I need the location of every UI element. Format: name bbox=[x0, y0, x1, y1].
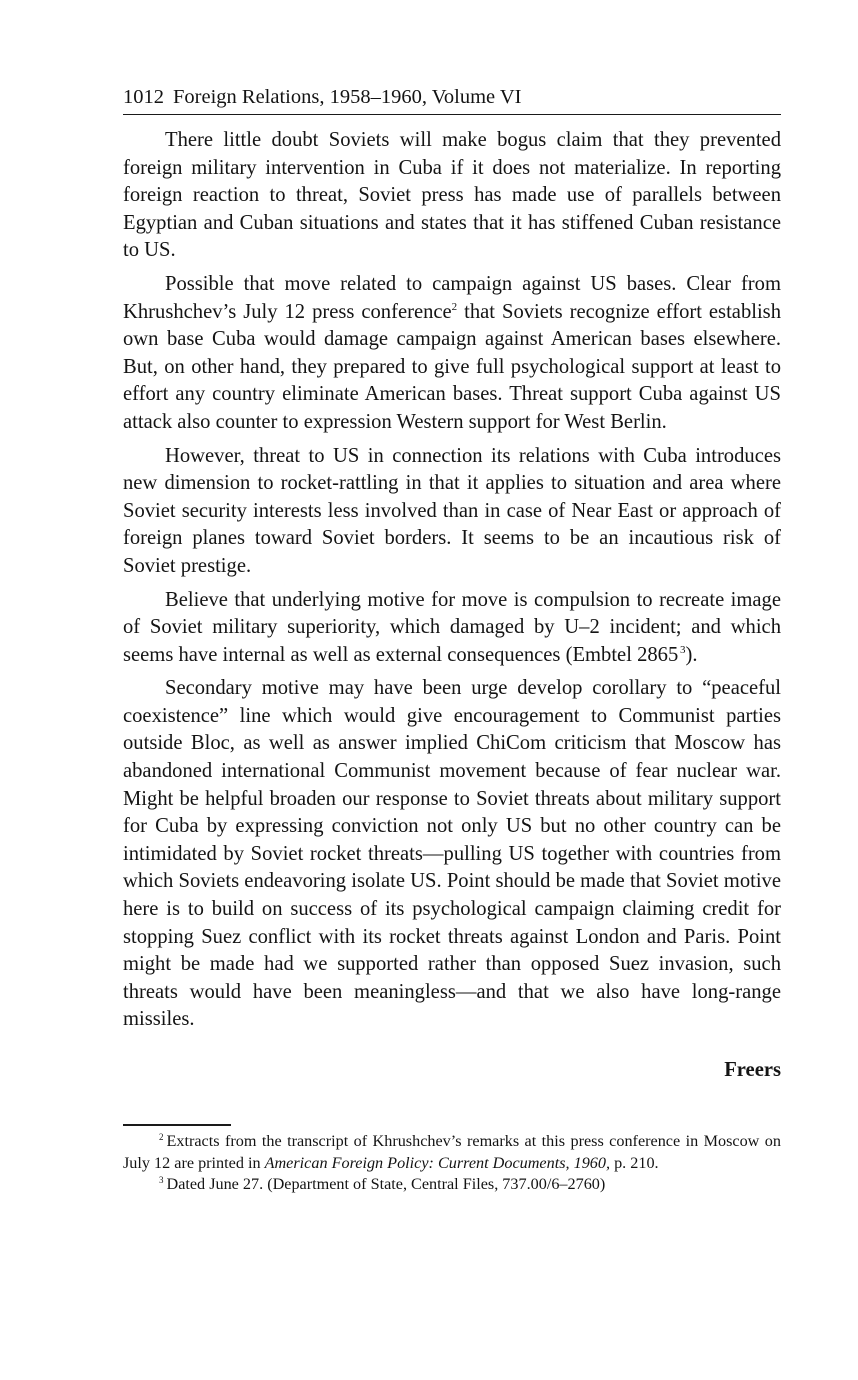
paragraph-3: However, threat to US in connection its relations with Cuba introduces new dimension to rocket-rattling in that it applies to situation and area where Soviet security interests less involved than in case of Near East or approach of foreign planes toward Soviet borders. It seems to be an incautious risk of Soviet prestige. bbox=[123, 444, 781, 577]
footnotes bbox=[123, 1131, 781, 1196]
running-header bbox=[123, 82, 781, 115]
signature: Freers bbox=[724, 1059, 781, 1081]
footnote-3-number: 3 bbox=[159, 1175, 164, 1185]
paragraph-4 bbox=[123, 587, 781, 670]
paragraph-2-text-a: Possible that move related to campaign against US bases. Clear from Khrushchev’s July 12 press conference bbox=[123, 272, 781, 323]
footnote-2-text-b: p. 210. bbox=[610, 1153, 659, 1172]
paragraph-5: Secondary motive may have been urge develop corollary to “peaceful coexistence” line which would give encouragement to Communist parties outside Bloc, as well as answer implied ChiCom criticism that Moscow has abandoned international Communist movement because of fear nuclear war. Might be helpful broaden our response to Soviet threats about military support for Cuba by expressing conviction not only US but no other country can be intimidated by Soviet rocket threats—pulling US together with countries from which Soviets endeavoring isolate US. Point should be made that Soviet motive here is to build on success of its psychological campaign claiming credit for stopping Suez conflict with its rocket threats against London and Paris. Point might be made had we supported rather than opposed Suez invasion, such threats would have been meaningless—and that we also have long-range missiles. bbox=[123, 677, 781, 1031]
footnote-3 bbox=[123, 1174, 781, 1196]
paragraph-4-text-b: ). bbox=[685, 643, 698, 666]
footnote-ref-2: 2 bbox=[451, 300, 458, 313]
footnote-2-text-a: Extracts from the transcript of Khrushchev’s remarks at this press conference in Moscow on July 12 are printed in bbox=[123, 1132, 781, 1172]
footnote-ref-3: 3 bbox=[680, 643, 686, 656]
paragraph-4-text-a: Believe that underlying motive for move is compulsion to recreate image of Soviet military superiority, which damaged by U–2 incident; and which seems have internal as well as external consequences (Embtel 2865 bbox=[123, 588, 781, 666]
running-title: Foreign Relations, 1958–1960, Volume VI bbox=[173, 86, 522, 108]
body-text bbox=[123, 127, 781, 1034]
page-number: 1012 bbox=[123, 86, 164, 108]
paragraph-2-text-b: that Soviets recognize effort establish own base Cuba would damage campaign against American bases elsewhere. But, on other hand, they prepared to give full psychological support at least to effort any country eliminate American bases. Threat support Cuba against US attack also counter to expression Western support for West Berlin. bbox=[123, 300, 781, 433]
paragraph-2 bbox=[123, 271, 781, 437]
document-page bbox=[123, 82, 781, 1196]
footnote-divider bbox=[123, 1124, 231, 1126]
footnote-2-number: 2 bbox=[159, 1132, 164, 1142]
paragraph-1: There little doubt Soviets will make bogus claim that they prevented foreign military intervention in Cuba if it does not materialize. In reporting foreign reaction to threat, Soviet press has made use of parallels between Egyptian and Cuban situations and states that it has stiffened Cuban resistance to US. bbox=[123, 129, 781, 262]
footnote-2-publication-title: American Foreign Policy: Current Documents, 1960, bbox=[264, 1153, 611, 1172]
footnote-3-text: Dated June 27. (Department of State, Central Files, 737.00/6–2760) bbox=[166, 1175, 606, 1193]
footnote-2 bbox=[123, 1131, 781, 1174]
